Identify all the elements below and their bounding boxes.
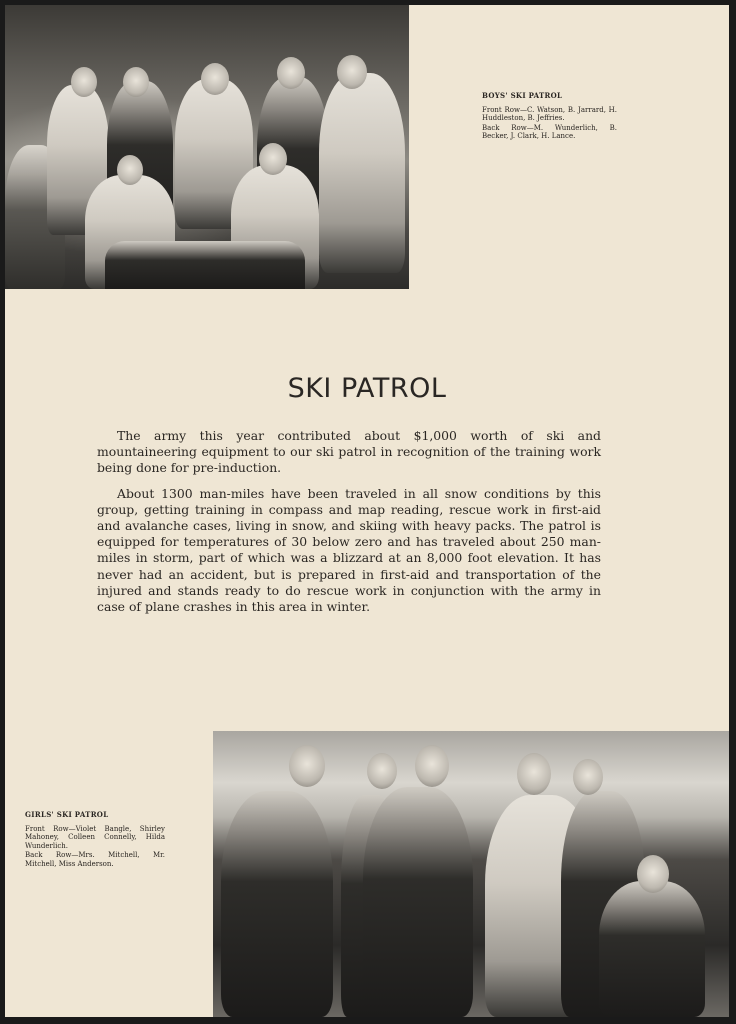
boys-caption-front-row: Front Row—C. Watson, B. Jarrard, H. Huddleston, B. Jeffries. [482,105,617,122]
boys-ski-patrol-caption [482,92,617,142]
article-paragraph-1: The army this year contributed about $1,000 worth of ski and mountaineering equipment to our ski patrol in recognition of the training work being done for pre-induction. [97,428,601,476]
yearbook-page [5,5,729,1017]
girls-ski-patrol-caption [25,811,165,869]
article-paragraph-2: About 1300 man-miles have been traveled in all snow conditions by this group, getting training in compass and map reading, rescue work in first-aid and avalanche cases, living in snow, and skiing with heavy packs. The patrol is equipped for temperatures of 30 below zero and has traveled about 250 man-miles in storm, part of which was a blizzard at an 8,000 foot elevation. It has never had an accident, but is prepared in first-aid and transportation of the injured and stands ready to do rescue work in conjunction with the army in case of plane crashes in this area in winter. [97,485,601,615]
girls-caption-front-row: Front Row—Violet Bangle, Shirley Mahoney, Colleen Connelly, Hilda Wunderlich. [25,824,165,850]
girls-caption-back-row: Back Row—Mrs. Mitchell, Mr. Mitchell, Miss Anderson. [25,851,165,868]
boys-ski-patrol-photo [5,5,409,289]
girls-caption-title: GIRLS' SKI PATROL [25,810,109,819]
boys-caption-back-row: Back Row—M. Wunderlich, B. Becker, J. Clark, H. Lance. [482,123,617,140]
girls-ski-patrol-photo [213,731,729,1017]
article-body [97,428,601,624]
page-title: SKI PATROL [287,373,447,404]
boys-caption-title: BOYS' SKI PATROL [482,91,563,100]
